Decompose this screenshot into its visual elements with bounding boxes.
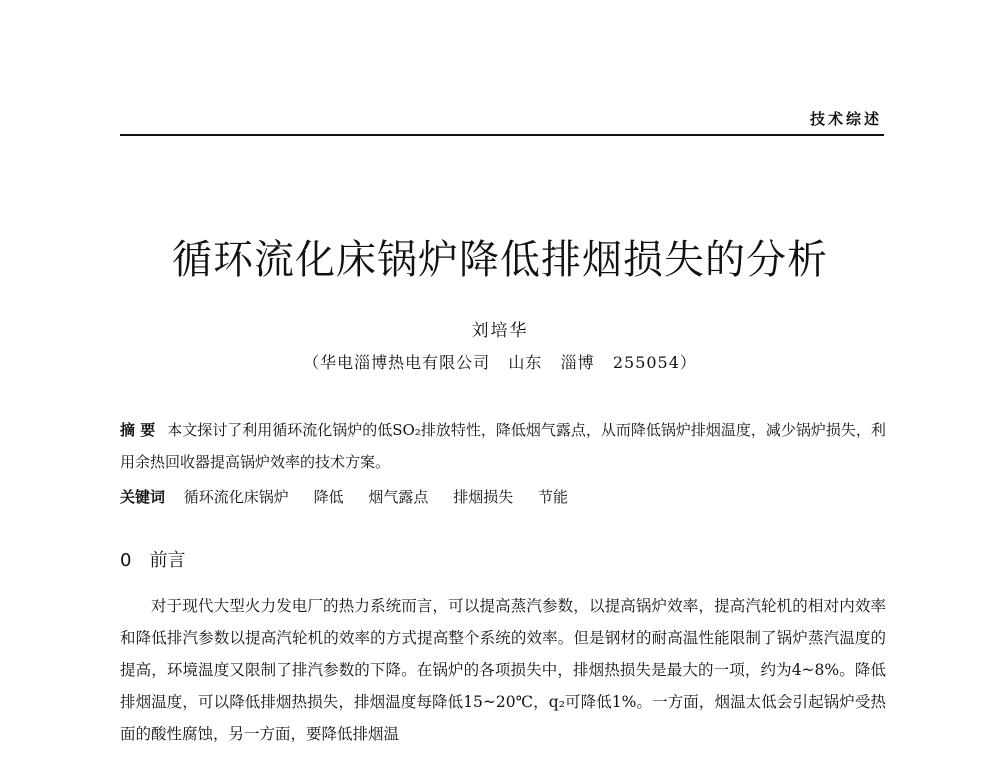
journal-section-label: 技术综述	[809, 110, 882, 128]
body-paragraph: 对于现代大型火力发电厂的热力系统而言，可以提高蒸汽参数，以提高锅炉效率，提高汽轮机的相对内效率和降低排汽参数以提高汽轮机的效率的方式提高整个系统的效率。但是钢材的耐高温性能限制了锅炉蒸汽温度的提高，环境温度又限制了排汽参数的下降。在锅炉的各项损失中，排烟热损失是最大的一项，约为4~8%。降低排烟温度，可以降低排烟热损失，排烟温度每降低15~20℃，q₂可降低1%。一方面，烟温太低会引起锅炉受热面的酸性腐蚀，另一方面，要降低排烟温	[120, 597, 886, 743]
abstract	[120, 414, 886, 478]
abstract-label: 摘 要	[120, 421, 156, 439]
abstract-text: 本文探讨了利用循环流化锅炉的低SO₂排放特性，降低烟气露点，从而降低锅炉排烟温度，减少锅炉损失，利用余热回收器提高锅炉效率的技术方案。	[120, 421, 886, 471]
keyword-item: 排烟损失	[453, 488, 514, 506]
paper-author: 刘培华	[471, 321, 529, 341]
keyword-item: 循环流化床锅炉	[183, 488, 289, 506]
section-heading	[120, 546, 185, 572]
header-rule	[120, 134, 884, 136]
keywords	[120, 482, 886, 512]
paper-title: 循环流化床锅炉降低排烟损失的分析	[172, 237, 828, 283]
keywords-label: 关键词	[120, 488, 166, 506]
keyword-item: 烟气露点	[368, 488, 429, 506]
section-title: 前言	[149, 550, 186, 571]
keyword-item: 降低	[313, 488, 344, 506]
section-number: 0	[120, 550, 132, 571]
keyword-item: 节能	[537, 488, 568, 506]
paper-affiliation: （华电淄博热电有限公司 山东 淄博 255054）	[303, 353, 697, 372]
